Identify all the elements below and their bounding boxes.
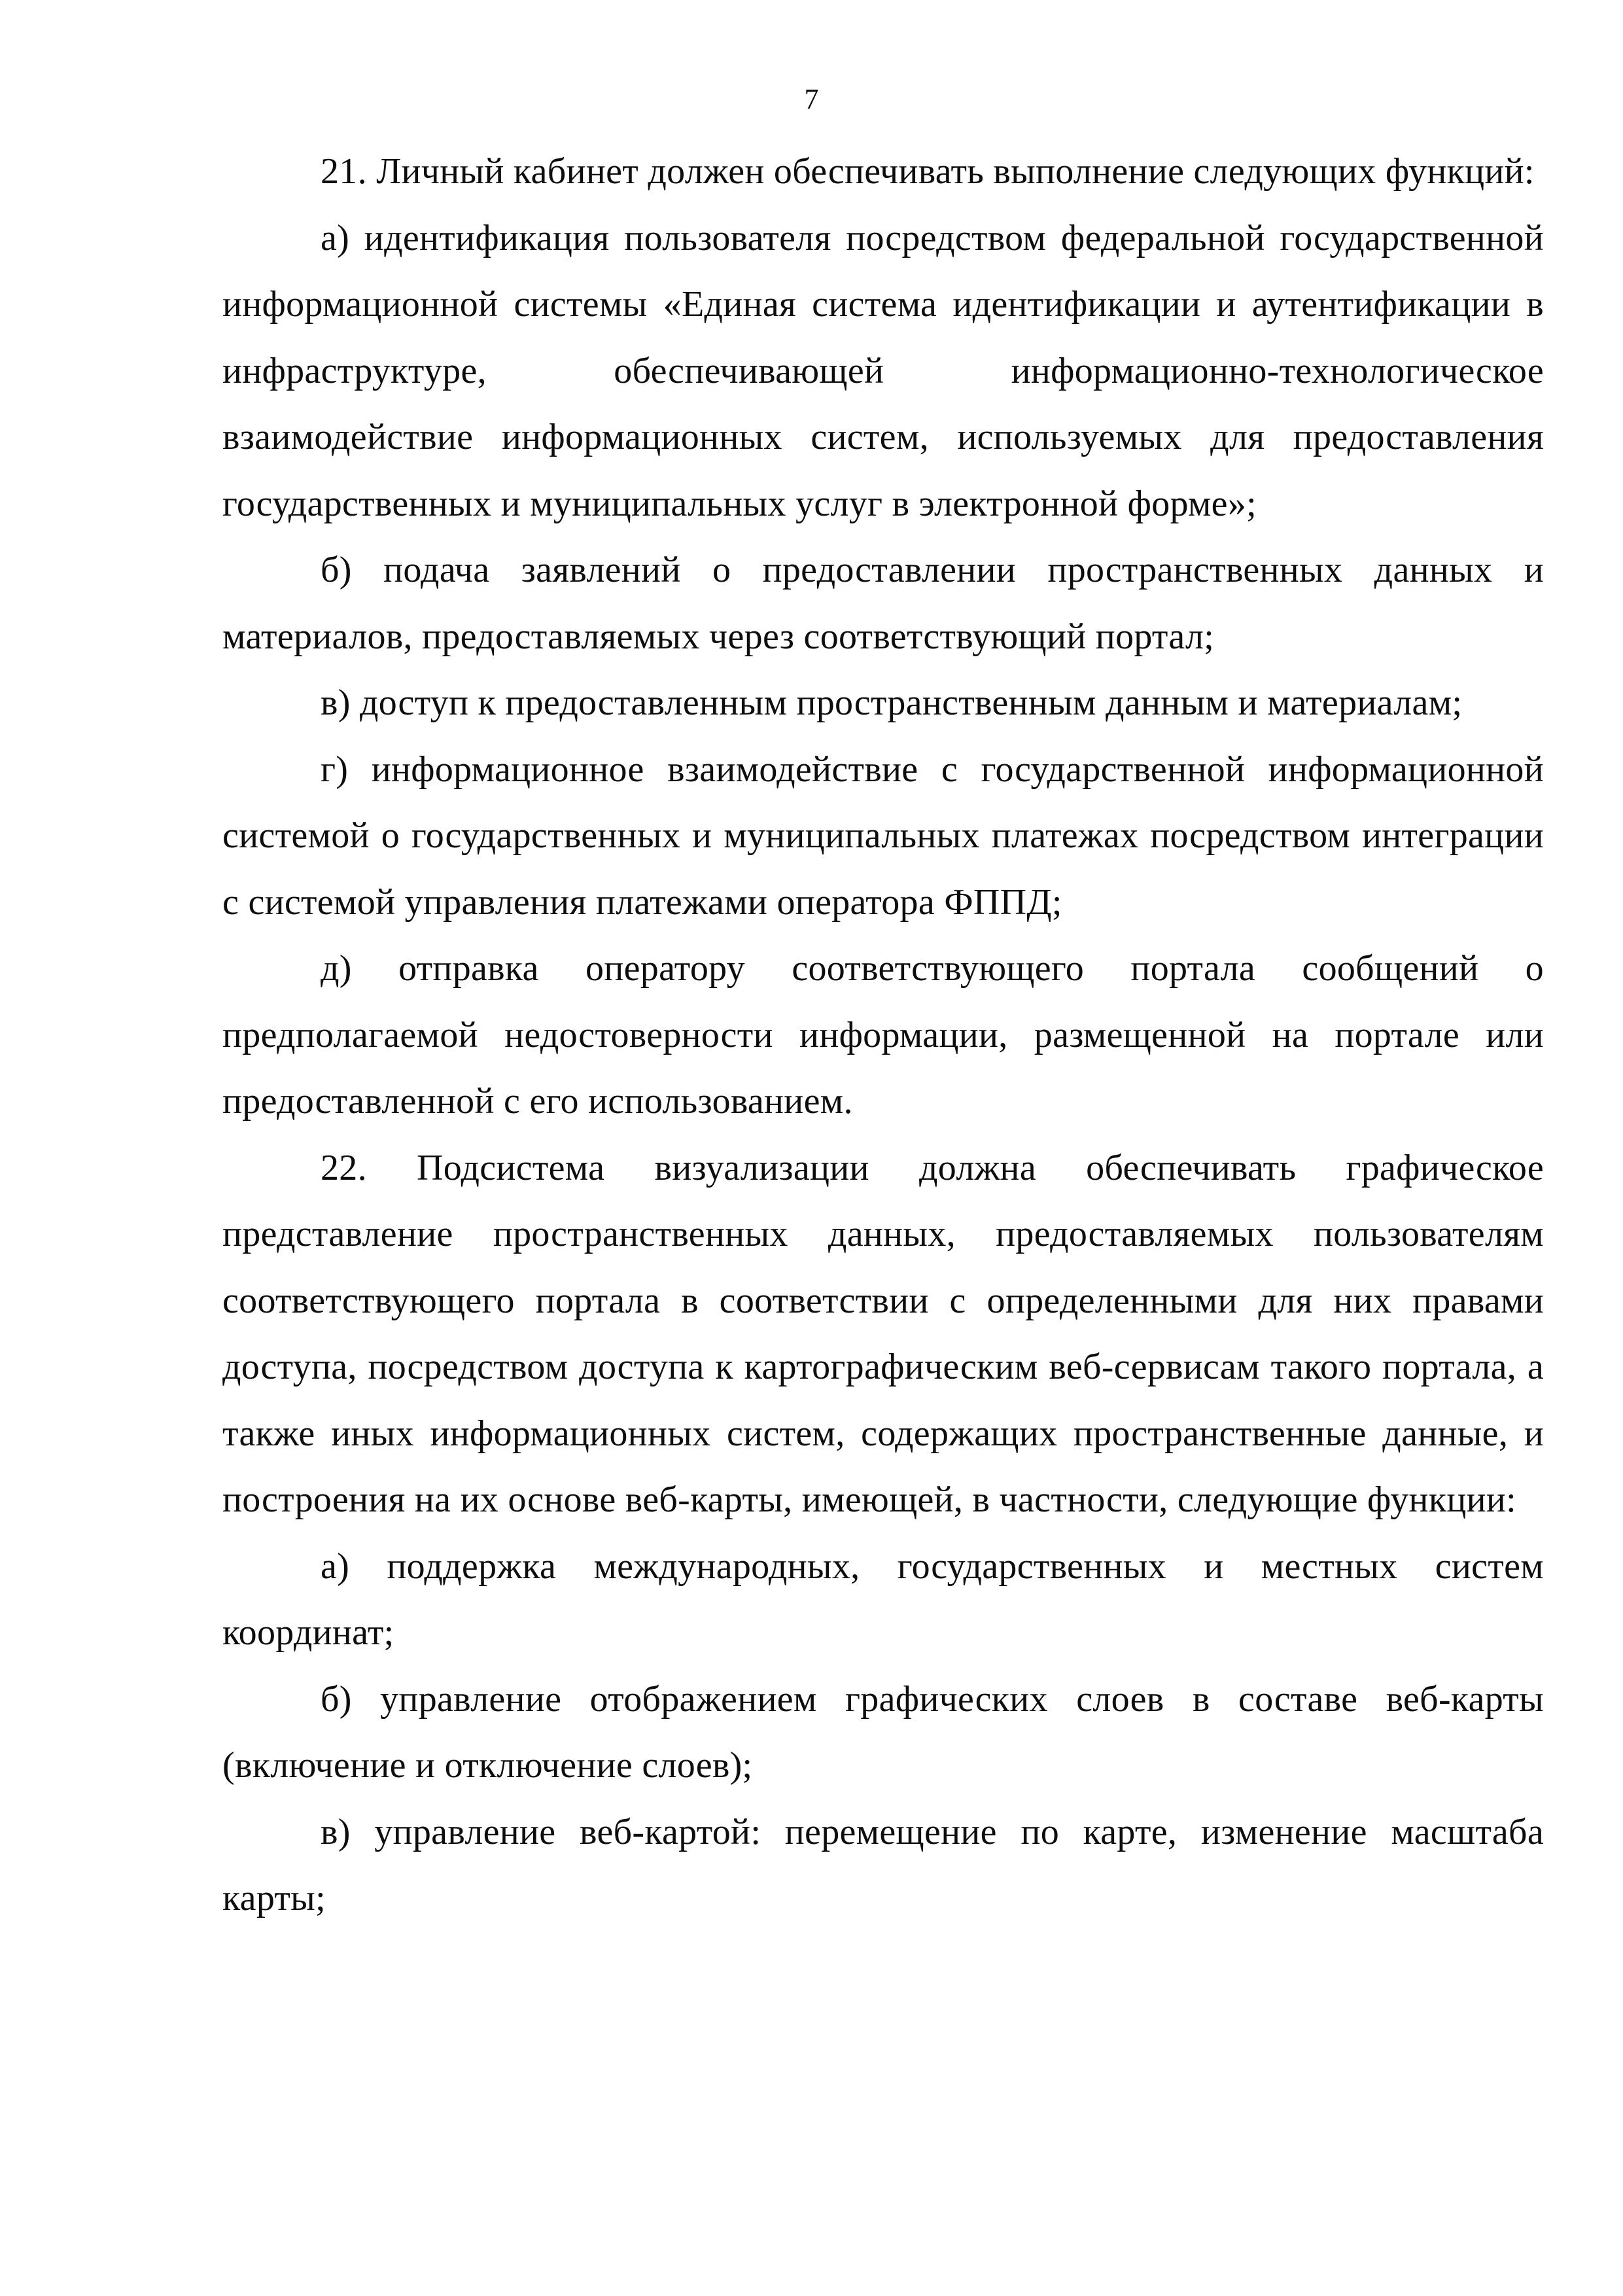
- paragraph-21-v: в) доступ к предоставленным пространственным данным и материалам;: [321, 682, 1463, 723]
- paragraph-21-b: б) подача заявлений о предоставлении пространственных данных и материалов, предоставляемых через соответствующий портал;: [222, 550, 1544, 657]
- paragraph-22-b: б) управление отображением графических слоев в составе веб-карты (включение и отключение слоев);: [222, 1678, 1544, 1786]
- paragraph-21-g: г) информационное взаимодействие с государственной информационной системой о государственных и муниципальных платежах посредством интеграции с системой управления платежами оператора ФППД;: [222, 749, 1544, 923]
- paragraph-22-a: а) поддержка международных, государственных и местных систем координат;: [222, 1545, 1544, 1653]
- paragraph-21-d: д) отправка оператору соответствующего портала сообщений о предполагаемой недостоверности информации, размещенной на портале или предоставленной с его использованием.: [222, 948, 1544, 1122]
- paragraph-21: 21. Личный кабинет должен обеспечивать выполнение следующих функций:: [321, 151, 1535, 192]
- paragraph-21-a: а) идентификация пользователя посредством федеральной государственной информационной системы «Единая система идентификации и аутентификации в инфраструктуре, обеспечивающей информационно-технологическое взаимодействие информационных систем, используемых для предоставления государственных и муниципальных услуг в электронной форме»;: [222, 217, 1544, 524]
- paragraph-22-v: в) управление веб-картой: перемещение по карте, изменение масштаба карты;: [222, 1811, 1544, 1918]
- page-number: 7: [804, 83, 819, 115]
- paragraph-22: 22. Подсистема визуализации должна обеспечивать графическое представление пространственных данных, предоставляемых пользователям соответствующего портала в соответствии с определенными для них правами доступа, посредством доступа к картографическим веб-сервисам такого портала, а также иных информационных систем, содержащих пространственные данные, и построения на их основе веб-карты, имеющей, в частности, следующие функции:: [222, 1147, 1544, 1520]
- document-body: [222, 139, 1544, 1932]
